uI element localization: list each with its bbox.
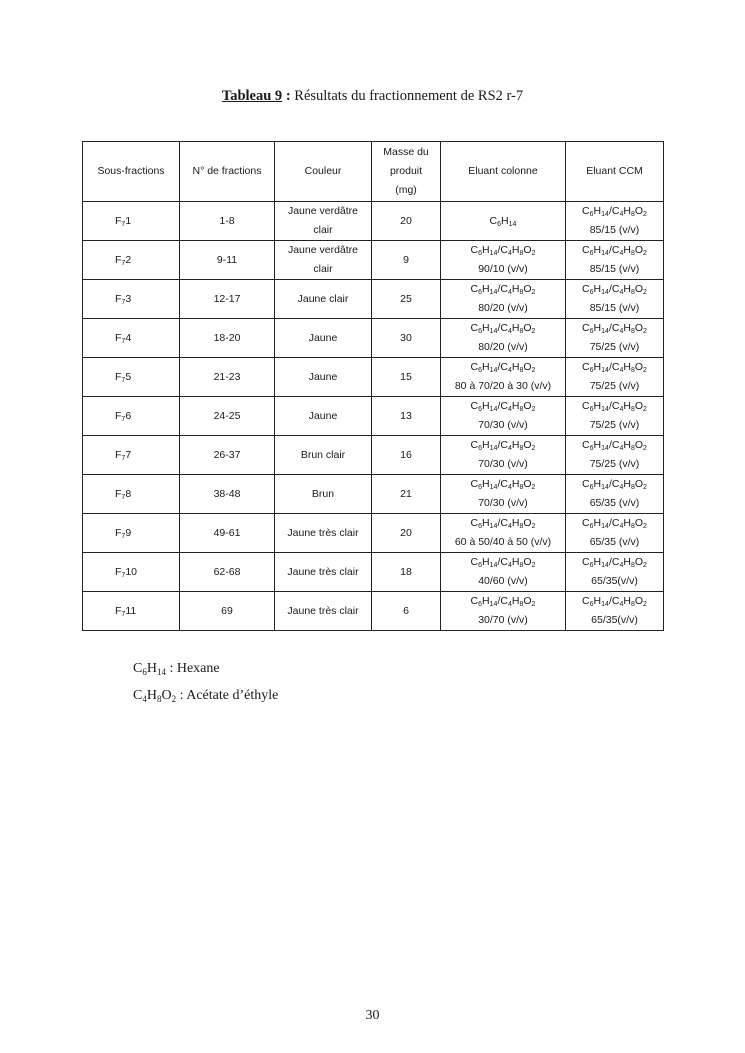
cell-fraction-no: 24-25 (180, 397, 275, 436)
table-row (83, 514, 664, 553)
header-fraction-no: N° de fractions (180, 142, 275, 202)
cell-eluant-tlc (566, 397, 664, 436)
cell-color: Jaune très clair (275, 514, 372, 553)
tlc-ratio: 75/25 (v/v) (589, 380, 640, 392)
cell-fraction-no: 1-8 (180, 202, 275, 241)
cell-mass: 15 (372, 358, 441, 397)
cell-subfraction: $F_71$ (83, 202, 180, 241)
formula: $C_6H_{14}/C_4H_8O_2$ (470, 517, 536, 530)
cell-eluant-tlc (566, 280, 664, 319)
column-ratio: 80/20 (v/v) (478, 302, 528, 314)
formula: $C_6H_{14}/C_4H_8O_2$ (470, 595, 536, 608)
cell-color: Jaune verdâtre clair (275, 202, 372, 241)
table-row (83, 358, 664, 397)
cell-color: Jaune verdâtre clair (275, 241, 372, 280)
column-ratio: 90/10 (v/v) (478, 263, 528, 275)
table-header-row (83, 142, 664, 202)
cell-subfraction: $F_72$ (83, 241, 180, 280)
cell-subfraction: $F_710$ (83, 553, 180, 592)
cell-eluant-column (441, 553, 566, 592)
formula: $C_6H_{14}/C_4H_8O_2$ (582, 556, 647, 569)
cell-eluant-column (441, 436, 566, 475)
header-eluant-tlc: Eluant CCM (566, 142, 664, 202)
tlc-ratio: 65/35 (v/v) (589, 497, 640, 509)
header-mass-line3: (mg) (395, 184, 417, 196)
formula: $C_6H_{14}/C_4H_8O_2$ (582, 439, 647, 452)
cell-subfraction: $F_711$ (83, 592, 180, 631)
column-ratio: 80 à 70/20 à 30 (v/v) (454, 380, 552, 392)
cell-color: Jaune (275, 319, 372, 358)
header-mass (372, 142, 441, 202)
cell-subfraction: $F_75$ (83, 358, 180, 397)
column-ratio: 30/70 (v/v) (478, 614, 528, 626)
cell-color: Jaune clair (275, 280, 372, 319)
caption-text: Résultats du fractionnement de RS2 r-7 (290, 88, 524, 104)
header-mass-line1: Masse du (383, 146, 429, 158)
cell-fraction-no: 69 (180, 592, 275, 631)
table-row (83, 553, 664, 592)
cell-eluant-tlc (566, 202, 664, 241)
cell-color: Jaune très clair (275, 592, 372, 631)
cell-mass: 6 (372, 592, 441, 631)
tlc-ratio: 75/25 (v/v) (589, 458, 640, 470)
cell-color: Jaune (275, 358, 372, 397)
cell-eluant-column (441, 202, 566, 241)
cell-eluant-tlc (566, 553, 664, 592)
cell-subfraction: $F_78$ (83, 475, 180, 514)
tlc-ratio: 85/15 (v/v) (589, 263, 640, 275)
caption-label: Tableau 9 (221, 88, 283, 104)
cell-eluant-tlc (566, 475, 664, 514)
caption-colon: : (282, 88, 291, 104)
cell-subfraction: $F_79$ (83, 514, 180, 553)
table-row (83, 436, 664, 475)
formula-hexane: $C_6H_{14}$ (489, 214, 517, 228)
tlc-ratio: 75/25 (v/v) (589, 419, 640, 431)
cell-subfraction: $F_76$ (83, 397, 180, 436)
column-ratio: 60 à 50/40 à 50 (v/v) (454, 536, 552, 548)
cell-color: Brun (275, 475, 372, 514)
cell-mass: 16 (372, 436, 441, 475)
formula: $C_6H_{14}/C_4H_8O_2$ (582, 205, 647, 218)
cell-subfraction: $F_74$ (83, 319, 180, 358)
cell-eluant-column (441, 358, 566, 397)
formula: $C_6H_{14}/C_4H_8O_2$ (582, 595, 647, 608)
cell-fraction-no: 12-17 (180, 280, 275, 319)
formula: $C_6H_{14}/C_4H_8O_2$ (470, 322, 536, 335)
cell-mass: 18 (372, 553, 441, 592)
formula: $C_6H_{14}/C_4H_8O_2$ (582, 478, 647, 491)
table-row (83, 475, 664, 514)
column-ratio: 70/30 (v/v) (478, 458, 528, 470)
table-row (83, 397, 664, 436)
column-ratio: 80/20 (v/v) (478, 341, 528, 353)
formula: $C_6H_{14}/C_4H_8O_2$ (582, 400, 647, 413)
formula: $C_6H_{14}/C_4H_8O_2$ (582, 244, 647, 257)
cell-mass: 20 (372, 514, 441, 553)
formula: $C_6H_{14}/C_4H_8O_2$ (470, 244, 536, 257)
formula: $C_6H_{14}/C_4H_8O_2$ (470, 361, 536, 374)
cell-mass: 20 (372, 202, 441, 241)
table-row (83, 319, 664, 358)
cell-mass: 25 (372, 280, 441, 319)
cell-eluant-tlc (566, 592, 664, 631)
page-number: 30 (365, 1008, 380, 1023)
table-row (83, 241, 664, 280)
cell-eluant-column (441, 280, 566, 319)
cell-fraction-no: 9-11 (180, 241, 275, 280)
cell-eluant-tlc (566, 241, 664, 280)
cell-fraction-no: 21-23 (180, 358, 275, 397)
tlc-ratio: 65/35 (v/v) (589, 536, 640, 548)
cell-mass: 13 (372, 397, 441, 436)
cell-fraction-no: 38-48 (180, 475, 275, 514)
cell-eluant-tlc (566, 358, 664, 397)
cell-subfraction: $F_73$ (83, 280, 180, 319)
cell-fraction-no: 18-20 (180, 319, 275, 358)
header-eluant-column: Eluant colonne (441, 142, 566, 202)
table-caption (0, 88, 745, 105)
cell-fraction-no: 62-68 (180, 553, 275, 592)
cell-eluant-column (441, 319, 566, 358)
table-row (83, 280, 664, 319)
fractionation-table (82, 141, 664, 631)
cell-mass: 9 (372, 241, 441, 280)
header-subfraction: Sous-fractions (83, 142, 180, 202)
formula: $C_6H_{14}/C_4H_8O_2$ (470, 400, 536, 413)
tlc-ratio: 85/15 (v/v) (589, 302, 640, 314)
tlc-ratio: 65/35(v/v) (591, 614, 638, 626)
header-mass-line2: produit (389, 165, 423, 177)
tlc-ratio: 65/35(v/v) (591, 575, 638, 587)
formula: $C_6H_{14}/C_4H_8O_2$ (470, 556, 536, 569)
column-ratio: 70/30 (v/v) (478, 497, 528, 509)
cell-fraction-no: 49-61 (180, 514, 275, 553)
tlc-ratio: 85/15 (v/v) (589, 224, 640, 236)
cell-eluant-column (441, 397, 566, 436)
legend-hexane: $C_6H_{14}$ : Hexane (133, 661, 220, 677)
legend-ethyl-acetate: $C_4H_8O_2$ : Acétate d’éthyle (133, 688, 279, 704)
cell-eluant-column (441, 592, 566, 631)
column-ratio: 70/30 (v/v) (478, 419, 528, 431)
cell-eluant-tlc (566, 514, 664, 553)
cell-eluant-tlc (566, 436, 664, 475)
formula: $C_6H_{14}/C_4H_8O_2$ (582, 322, 647, 335)
cell-color: Brun clair (275, 436, 372, 475)
formula: $C_6H_{14}/C_4H_8O_2$ (470, 439, 536, 452)
cell-eluant-column (441, 241, 566, 280)
cell-mass: 30 (372, 319, 441, 358)
table-row (83, 202, 664, 241)
column-ratio: 40/60 (v/v) (478, 575, 528, 587)
cell-fraction-no: 26-37 (180, 436, 275, 475)
cell-eluant-tlc (566, 319, 664, 358)
table-row (83, 592, 664, 631)
formula: $C_6H_{14}/C_4H_8O_2$ (582, 283, 647, 296)
cell-eluant-column (441, 475, 566, 514)
tlc-ratio: 75/25 (v/v) (589, 341, 640, 353)
formula: $C_6H_{14}/C_4H_8O_2$ (470, 478, 536, 491)
formula: $C_6H_{14}/C_4H_8O_2$ (582, 361, 647, 374)
cell-color: Jaune très clair (275, 553, 372, 592)
cell-mass: 21 (372, 475, 441, 514)
cell-subfraction: $F_77$ (83, 436, 180, 475)
cell-eluant-column (441, 514, 566, 553)
formula: $C_6H_{14}/C_4H_8O_2$ (582, 517, 647, 530)
header-color: Couleur (275, 142, 372, 202)
cell-color: Jaune (275, 397, 372, 436)
formula: $C_6H_{14}/C_4H_8O_2$ (470, 283, 536, 296)
